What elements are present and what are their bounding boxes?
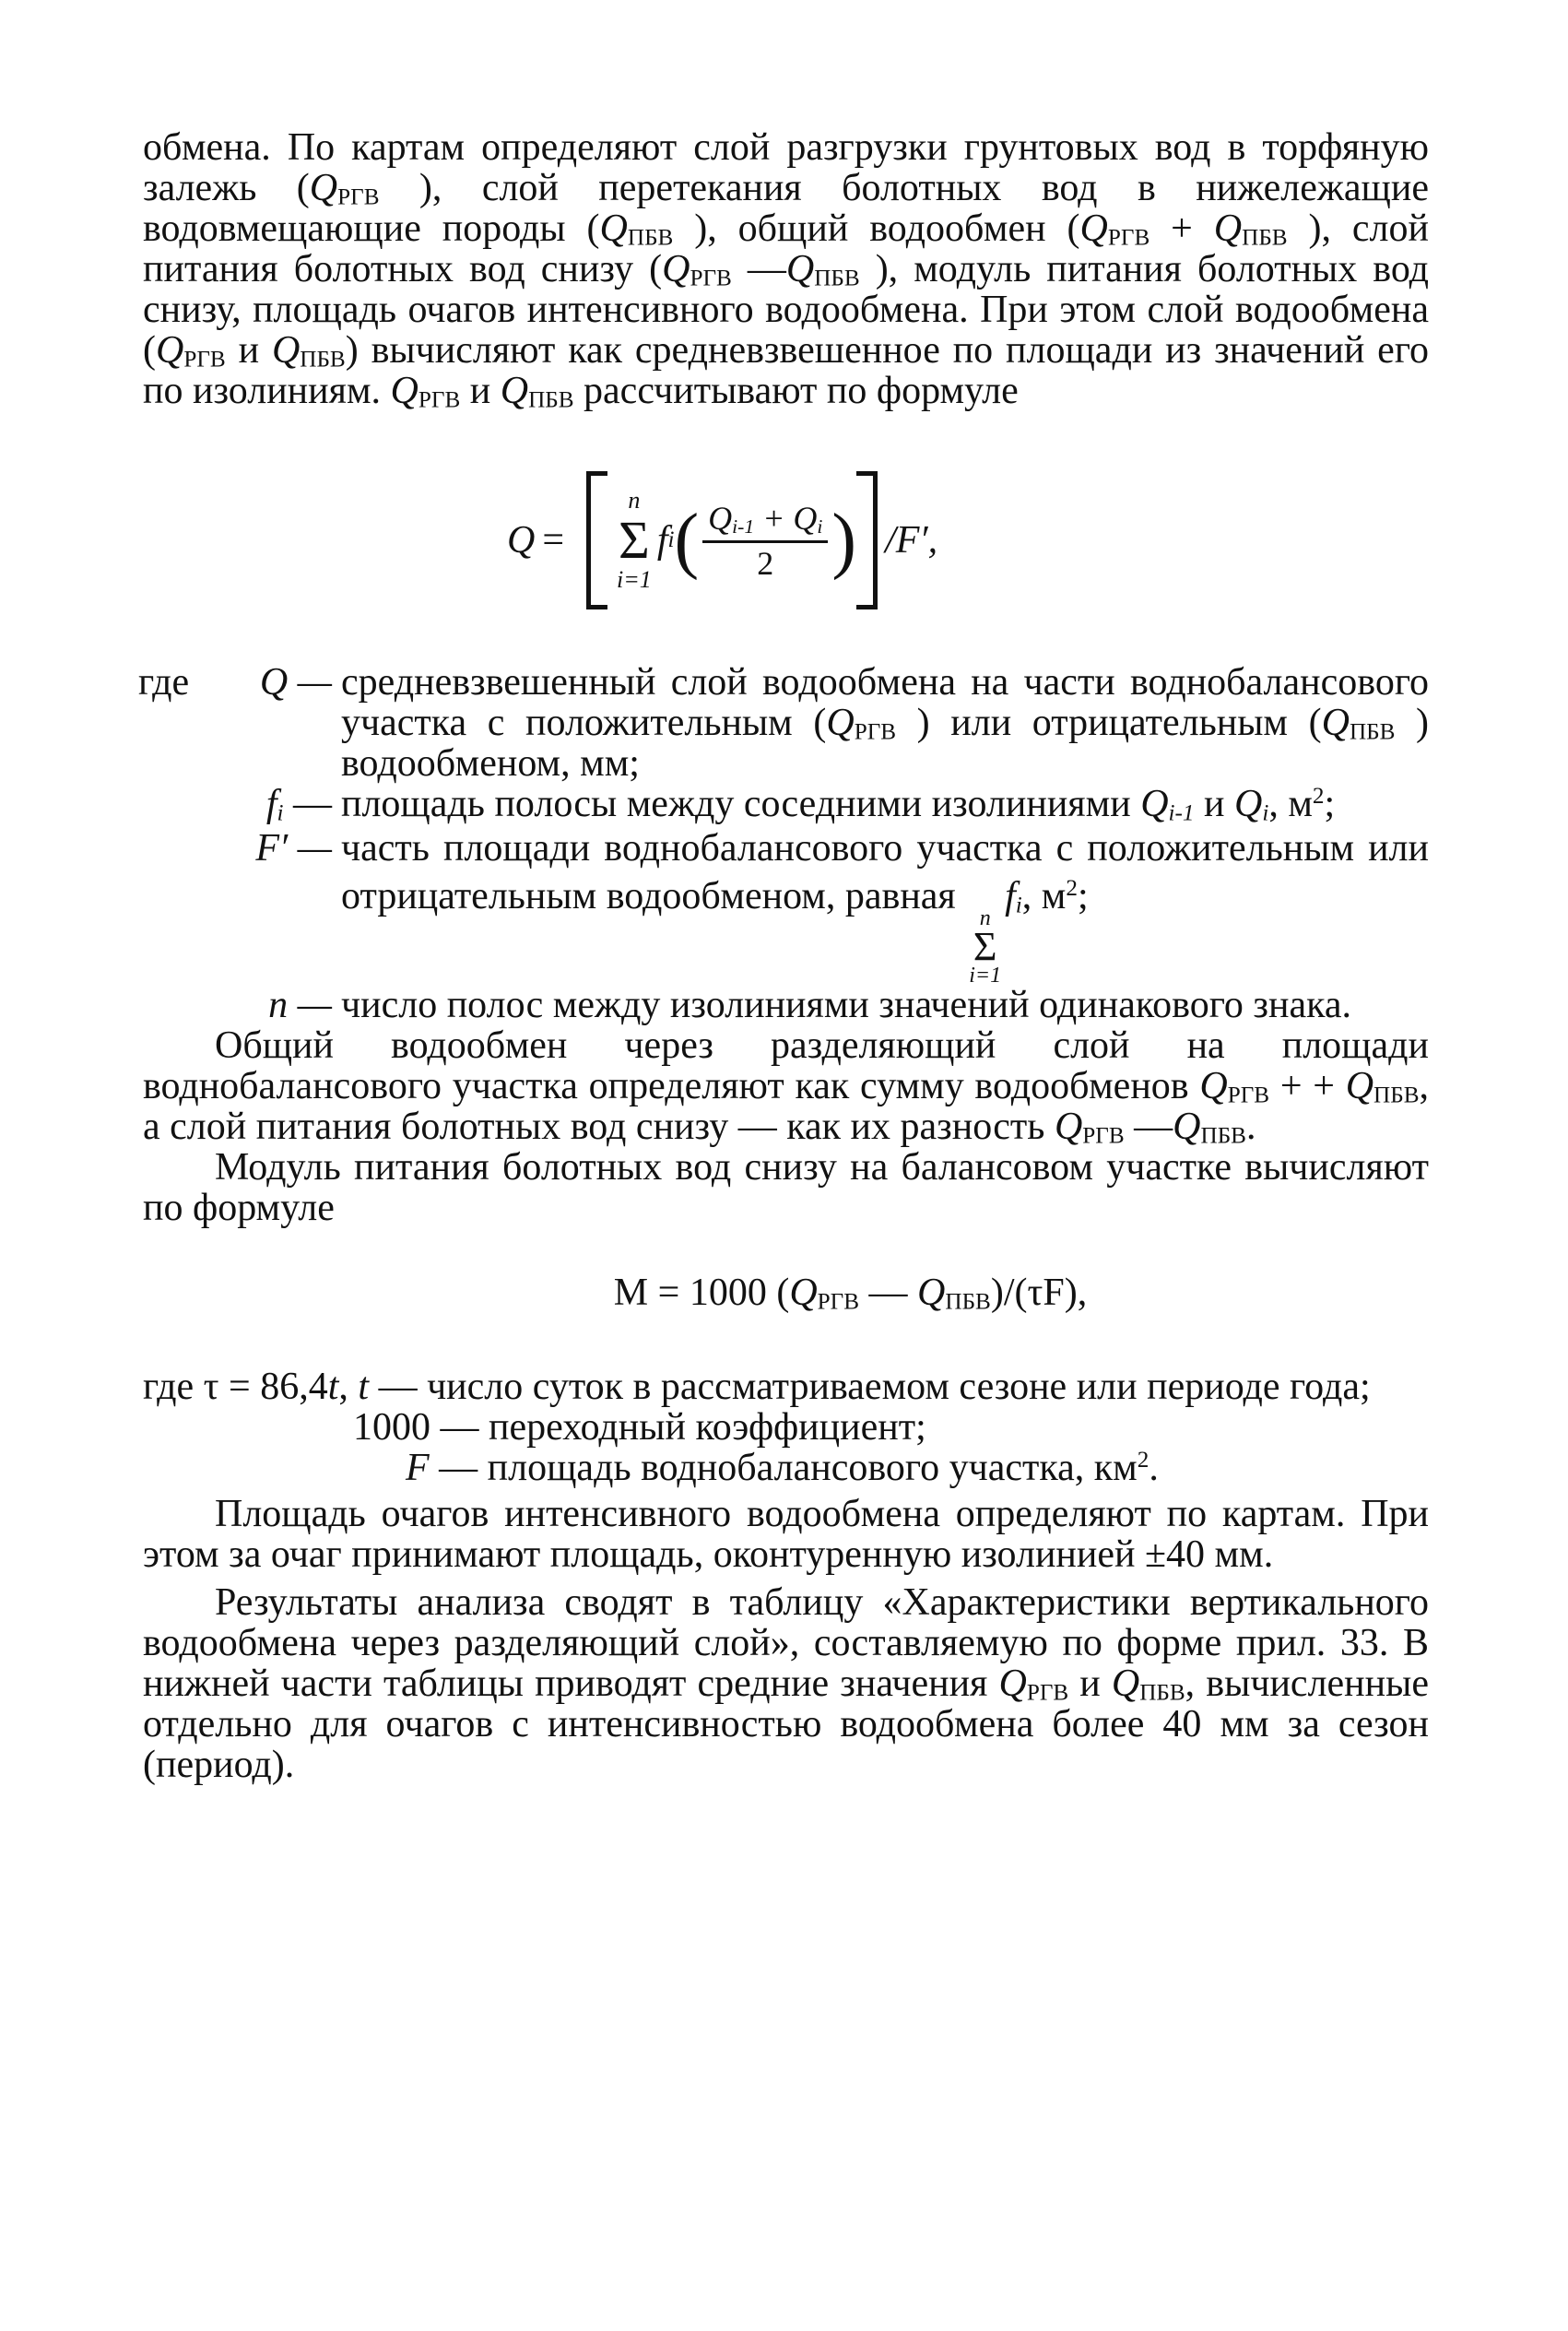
paragraph-4: Площадь очагов интенсивного водообмена определяют по картам. При этом за очаг принимают площадь, оконтуренную изолинией ±40 мм. bbox=[143, 1493, 1429, 1576]
paragraph-2: Общий водообмен через разделяющий слой на площади воднобалансового участка определяют как сумму водообменов $Q_{РГВ}$ + + $Q_{ПБВ}$, а слой питания болотных вод снизу — как их разность $Q_{РГВ}$ $—Q_{ПБВ}$. bbox=[143, 1024, 1429, 1149]
variable-definitions: где Q — средневзвешенный слой водообмена на части воднобалансового участка с положительным ($Q_{РГВ}$ ) или отрицательным ($Q_{ПБВ}$ ) водообменом, мм; $f_i$ — площадь полосы между соседними изолиниями $Q_{i-1}$ и $Q_i$, $м^2$; F′ — часть площади воднобалансового участка с положительным или отрицательным водообменом, равная n Σ i=1 $f_i$, $м^2$; n — число полос между изолиниями значений одинакового знака. bbox=[138, 661, 1429, 1026]
weighted-average-formula: Q = n Σ i=1 f i ( $\frac{Q_{i-1} + Q_i}{2}$ ) /F′, bbox=[143, 459, 1429, 621]
definition-fi: $f_i$ — площадь полосы между соседними изолиниями $Q_{i-1}$ и $Q_i$, $м^2$; bbox=[265, 783, 1336, 826]
definition-f-prime: F′ — часть площади воднобалансового участка с положительным или отрицательным водообменом, равная n Σ i=1 $f_i$, $м^2$; bbox=[255, 827, 1429, 988]
paragraph-3: Модуль питания болотных вод снизу на балансовом участке вычисляют по формуле bbox=[143, 1146, 1429, 1229]
definition-q: Q — средневзвешенный слой водообмена на части воднобалансового участка с положительным ($Q_{РГВ}$ ) или отрицательным ($Q_{ПБВ}$ ) водообменом, мм; bbox=[259, 661, 1429, 785]
definition-n: n — число полос между изолиниями значений одинакового знака. bbox=[268, 984, 1351, 1026]
paragraph-5: Результаты анализа сводят в таблицу «Характеристики вертикального водообмена через разделяющий слой», составляемую по форме прил. 33. В нижней части таблицы приводят средние значения $Q_{РГВ}$ и $Q_{ПБВ}$, вычисленные отдельно для очагов с интенсивностью водообмена более 40 мм за сезон (период). bbox=[143, 1581, 1429, 1786]
paragraph-1: обмена. По картам определяют слой разгрузки грунтовых вод в торфяную залежь ($Q_{РГВ}$ ), слой перетекания болотных вод в нижележащие водовмещающие породы ($Q_{ПБВ}$ ), общий водообмен ($Q_{РГВ} + Q_{ПБВ}$ ), слой питания болотных вод снизу ($Q_{РГВ}$ $—Q_{ПБВ}$ ), модуль питания болотных вод снизу, площадь очагов интенсивного водообмена. При этом слой водообмена ($Q_{РГВ}$ и $Q_{ПБВ}$) вычисляют как средневзвешенное по площади из значений его по изолиниям. $Q_{РГВ}$ и $Q_{ПБВ}$ рассчитывают по формуле bbox=[143, 126, 1430, 413]
module-formula-definitions: где τ = 86,4t, t — число суток в рассматриваемом сезоне или периоде года; 1000 — переходный коэффициент; F — площадь воднобалансового участка, $км^2$. bbox=[143, 1366, 1371, 1489]
document-page bbox=[138, 126, 1430, 1786]
module-formula: M = 1000 ($Q_{РГВ}$ — $Q_{ПБВ})/(\tau F)$, bbox=[613, 1272, 1088, 1315]
